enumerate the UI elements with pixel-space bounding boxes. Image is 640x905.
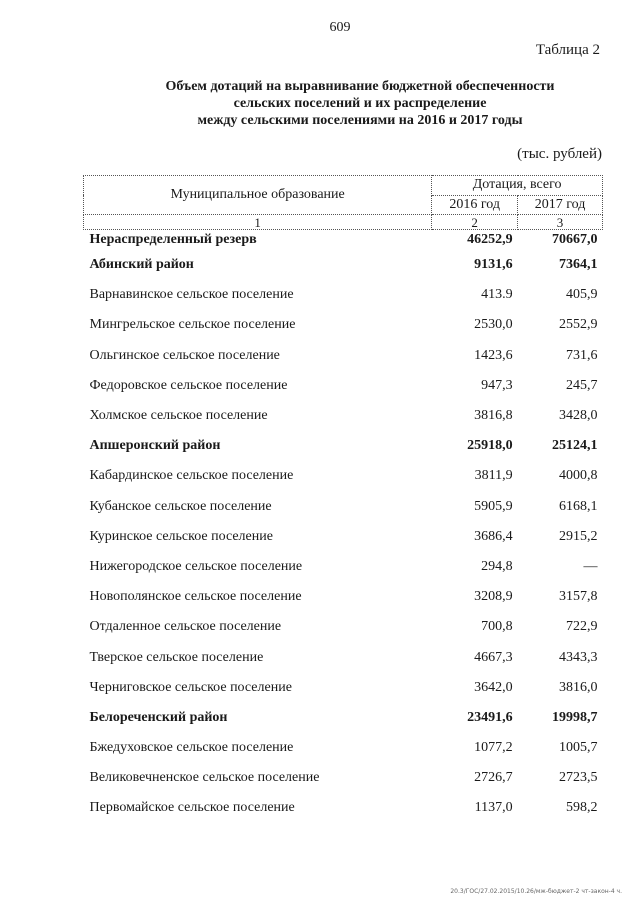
- value-2017: 6168,1: [559, 498, 598, 514]
- table-row: [84, 733, 603, 763]
- header-col-number: 2: [432, 215, 518, 230]
- value-2016: 413.9: [481, 287, 513, 303]
- municipality-name: Тверское сельское поселение: [89, 649, 264, 665]
- value-2016: 3642,0: [474, 679, 513, 695]
- value-2016: 3816,8: [474, 408, 513, 424]
- subsidy-table: [83, 175, 603, 824]
- table-row: [84, 703, 603, 733]
- table-row: [84, 552, 603, 582]
- table-row: [84, 280, 603, 310]
- value-2016: 1137,0: [474, 800, 513, 816]
- value-2017: —: [583, 558, 598, 574]
- value-2017: 19998,7: [552, 709, 598, 725]
- value-2016: 23491,6: [467, 709, 513, 725]
- value-2016: 5905,9: [474, 498, 513, 514]
- table-row: [84, 492, 603, 522]
- table-row: [84, 310, 603, 340]
- municipality-name: Белореченский район: [89, 709, 228, 725]
- municipality-name: Великовечненское сельское поселение: [89, 770, 320, 786]
- value-2016: 700,8: [481, 619, 513, 635]
- value-2017: 7364,1: [559, 257, 598, 273]
- municipality-name: Черниговское сельское поселение: [89, 679, 292, 695]
- header-year-2017: 2017 год: [518, 195, 603, 215]
- municipality-name: Кабардинское сельское поселение: [89, 468, 294, 484]
- value-2017: 2915,2: [559, 528, 598, 544]
- table-row: [84, 673, 603, 703]
- value-2016: 9131,6: [474, 257, 513, 273]
- table-label: Таблица 2: [535, 42, 600, 58]
- table-row: [84, 793, 603, 823]
- value-2017: 3428,0: [559, 408, 598, 424]
- table-row: [84, 401, 603, 431]
- value-2016: 25918,0: [467, 438, 513, 454]
- header-municipality: Муниципальное образование: [84, 176, 432, 215]
- document-title: [0, 78, 640, 129]
- municipality-name: Отдаленное сельское поселение: [89, 619, 282, 635]
- municipality-name: Ольгинское сельское поселение: [89, 347, 280, 363]
- value-2017: 3157,8: [559, 589, 598, 605]
- table-row: [84, 230, 603, 251]
- value-2017: 731,6: [566, 347, 598, 363]
- value-2016: 2726,7: [474, 770, 513, 786]
- municipality-name: Варнавинское сельское поселение: [89, 287, 294, 303]
- municipality-name: Холмское сельское поселение: [89, 408, 268, 424]
- value-2017: 245,7: [566, 377, 598, 393]
- value-2017: 4000,8: [559, 468, 598, 484]
- table-row: [84, 522, 603, 552]
- header-col-number: 1: [84, 215, 432, 230]
- municipality-name: Первомайское сельское поселение: [89, 800, 295, 816]
- value-2017: 722,9: [566, 619, 598, 635]
- table-row: [84, 431, 603, 461]
- table-row: [84, 582, 603, 612]
- value-2017: 25124,1: [552, 438, 598, 454]
- table-row: [84, 341, 603, 371]
- header-total: Дотация, всего: [432, 176, 603, 196]
- value-2017: 598,2: [566, 800, 598, 816]
- title-line: между сельскими поселениями на 2016 и 2017 годы: [197, 113, 523, 128]
- page-number: 609: [329, 20, 351, 35]
- table-row: [84, 612, 603, 642]
- table-row: [84, 461, 603, 491]
- title-line: сельских поселений и их распределение: [233, 96, 487, 111]
- table-header: [84, 176, 603, 230]
- units-label: (тыс. рублей): [517, 146, 602, 162]
- value-2017: 4343,3: [559, 649, 598, 665]
- municipality-name: Бжедуховское сельское поселение: [89, 740, 294, 756]
- value-2016: 3208,9: [474, 589, 513, 605]
- value-2016: 294,8: [481, 558, 513, 574]
- value-2016: 1423,6: [474, 347, 513, 363]
- value-2016: 1077,2: [474, 740, 513, 756]
- value-2017: 70667,0: [552, 232, 598, 247]
- municipality-name: Нижегородское сельское поселение: [89, 558, 303, 574]
- value-2017: 3816,0: [559, 679, 598, 695]
- value-2017: 1005,7: [559, 740, 598, 756]
- table-row: [84, 250, 603, 280]
- value-2017: 2723,5: [559, 770, 598, 786]
- municipality-name: Абинский район: [89, 257, 194, 273]
- value-2016: 2530,0: [474, 317, 513, 333]
- value-2017: 405,9: [566, 287, 598, 303]
- value-2017: 2552,9: [559, 317, 598, 333]
- table-row: [84, 642, 603, 672]
- municipality-name: Куринское сельское поселение: [89, 528, 273, 544]
- table-row: [84, 371, 603, 401]
- value-2016: 3686,4: [474, 528, 513, 544]
- municipality-name: Кубанское сельское поселение: [89, 498, 272, 514]
- title-line: Объем дотаций на выравнивание бюджетной обеспеченности: [165, 79, 555, 94]
- value-2016: 3811,9: [474, 468, 513, 484]
- table-body: [84, 230, 603, 824]
- municipality-name: Федоровское сельское поселение: [89, 377, 288, 393]
- municipality-name: Мингрельское сельское поселение: [89, 317, 296, 333]
- municipality-name: Нераспределенный резерв: [89, 232, 257, 247]
- value-2016: 947,3: [481, 377, 513, 393]
- value-2016: 46252,9: [467, 232, 513, 247]
- municipality-name: Апшеронский район: [89, 438, 221, 454]
- footer-stamp: 20.3/ГОС/27.02.2015/10.26/мж-бюджет-2 чт-закон-4 ч.: [450, 888, 622, 895]
- header-col-number: 3: [518, 215, 603, 230]
- municipality-name: Новополянское сельское поселение: [89, 589, 302, 605]
- value-2016: 4667,3: [474, 649, 513, 665]
- table-row: [84, 763, 603, 793]
- header-year-2016: 2016 год: [432, 195, 518, 215]
